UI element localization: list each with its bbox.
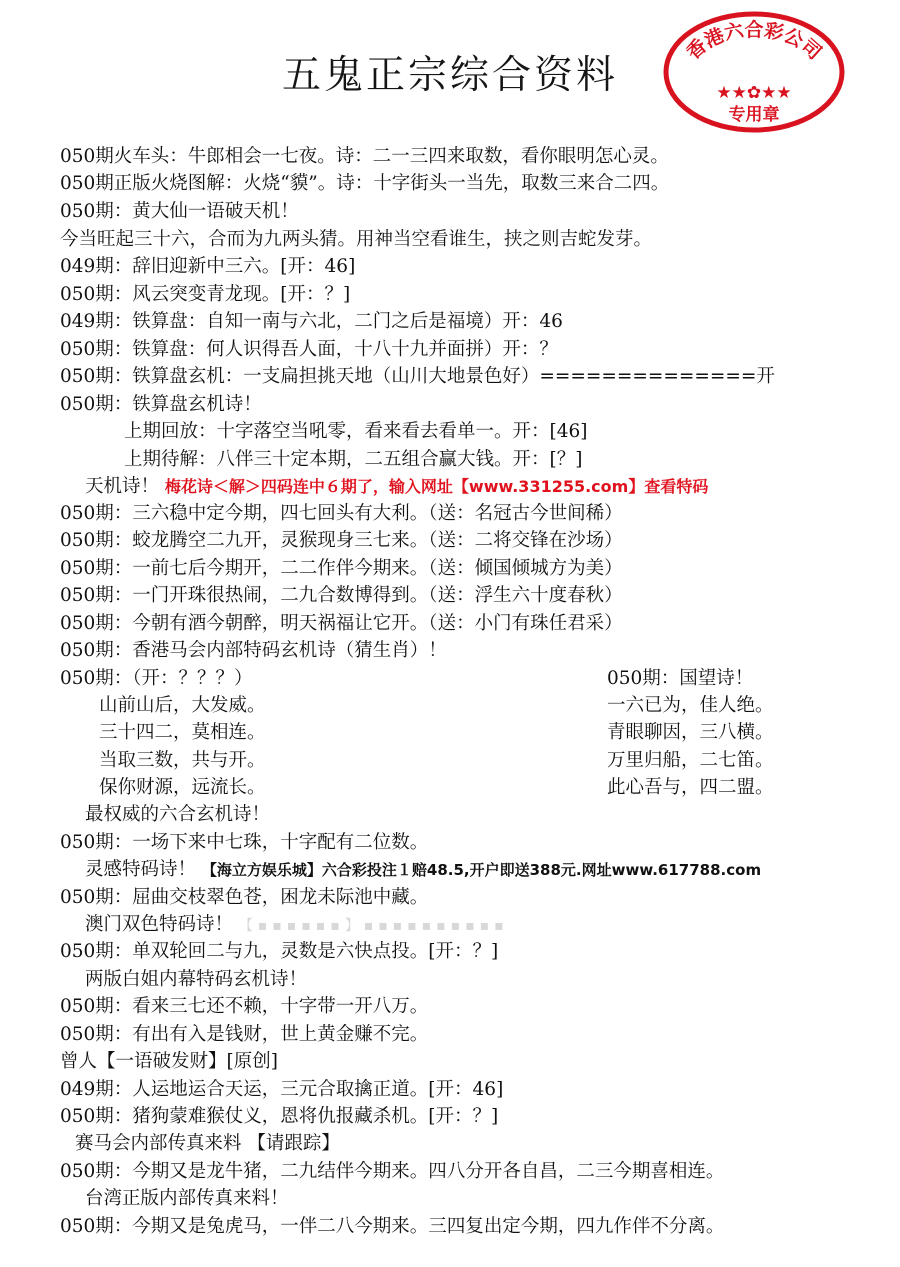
stamp-stars: ★★✿★★ xyxy=(716,83,792,103)
text-line: 050期火车头：牛郎相会一七夜。诗：二一三四来取数，看你眼明怎心灵。 xyxy=(60,146,669,167)
text-line: 050期：（开：？？？） xyxy=(60,668,253,689)
section-label: 两版白姐内幕特码玄机诗！ xyxy=(85,969,308,990)
poem-line: 一六已为，佳人绝。 xyxy=(607,695,774,716)
text-line: 050期：今期又是兔虎马，一伴二八今期来。三四复出定今期，四九作伴不分离。 xyxy=(60,1216,725,1237)
text-line: 050期正版火烧图解：火烧“貘”。诗：十字街头一当先，取数三来合二四。 xyxy=(60,173,670,194)
text-line: 050期：单双轮回二与九，灵数是六快点投。[开：？] xyxy=(60,941,499,962)
company-seal-stamp xyxy=(662,10,846,134)
text-line xyxy=(85,857,761,883)
poem-line: 万里归船，二七笛。 xyxy=(607,750,774,771)
text-line: 049期：人运地运合天运，三元合取擒正道。[开：46] xyxy=(60,1079,504,1100)
text-line: 050期：香港马会内部特码玄机诗（猜生肖）！ xyxy=(60,640,447,661)
stamp-top-text: 香港六合彩公司 xyxy=(682,18,826,65)
text-line: 050期：一门开珠很热闹，二九合数博得到。（送：浮生六十度春秋） xyxy=(60,585,623,606)
text-line: 050期：一前七后今期开，二二作伴今期来。（送：倾国倾城方为美） xyxy=(60,558,623,579)
text-line: 今当旺起三十六，合而为九两头猜。用神当空看谁生，挟之则吉蛇发芽。 xyxy=(60,229,653,250)
poem-line: 当取三数，共与开。 xyxy=(99,750,266,771)
poem-line: 三十四二，莫相连。 xyxy=(99,722,266,743)
text-line: 050期：有出有入是钱财，世上黄金赚不完。 xyxy=(60,1024,429,1045)
section-label: 曾人【一语破发财】[原创] xyxy=(60,1051,278,1072)
poem-line: 此心吾与，四二盟。 xyxy=(607,777,774,798)
text-line: 上期待解：八伴三十定本期，二五组合赢大钱。开：[？] xyxy=(124,449,583,470)
text-line: 050期：铁算盘玄机：一支扁担挑天地（山川大地景色好）==============开 xyxy=(60,366,775,387)
text-line: 050期：今朝有酒今朝醉，明天祸福让它开。（送：小门有珠任君采） xyxy=(60,613,623,634)
section-label: 最权威的六合玄机诗！ xyxy=(85,804,271,825)
faded-promo-text: 【▪▪▪▪▪▪】▪▪▪▪▪▪▪▪▪▪ xyxy=(238,918,509,934)
poem-line: 青眼聊因，三八横。 xyxy=(607,722,774,743)
poem-title: 050期：国望诗！ xyxy=(607,668,754,689)
text-line: 050期：铁算盘：何人识得吾人面，十八十九并面拼）开：？ xyxy=(60,339,558,360)
text-line xyxy=(85,474,708,500)
text-line: 050期：铁算盘玄机诗！ xyxy=(60,394,262,415)
poem-line: 保你财源，远流长。 xyxy=(99,777,266,798)
text-line: 050期：今期又是龙牛猪，二九结伴今期来。四八分开各自昌，二三今期喜相连。 xyxy=(60,1161,725,1182)
section-label: 澳门双色特码诗！ xyxy=(85,914,234,935)
stamp-bottom-text: 专用章 xyxy=(728,105,780,125)
text-line: 050期：看来三七还不赖，十字带一开八万。 xyxy=(60,996,429,1017)
text-line: 049期：铁算盘：自知一南与六北，二门之后是福境）开：46 xyxy=(60,311,563,332)
text-line: 050期：一场下来中七珠，十字配有二位数。 xyxy=(60,832,429,853)
text-line: 050期：风云突变青龙现。[开：？] xyxy=(60,284,351,305)
text-line: 050期：三六稳中定今期，四七回头有大利。（送：名冠古今世间稀） xyxy=(60,503,623,524)
poem-line: 山前山后，大发威。 xyxy=(99,695,266,716)
section-label: 天机诗！ xyxy=(85,476,160,497)
text-line: 050期：蛟龙腾空二九开，灵猴现身三七来。（送：二将交锋在沙场） xyxy=(60,530,623,551)
red-promo-text: 梅花诗＜解＞四码连中６期了，输入网址【www.331255.com】查看特码 xyxy=(164,477,709,496)
bold-promo-text: 【海立方娱乐城】六合彩投注１赔48.5,开户即送388元.网址www.617788.com xyxy=(201,861,762,879)
text-line: 050期：黄大仙一语破天机！ xyxy=(60,201,299,222)
section-label: 灵感特码诗！ xyxy=(85,859,197,880)
page-title: 五鬼正宗综合资料 xyxy=(281,53,618,98)
text-line: 050期：屈曲交枝翠色苍，困龙未际池中藏。 xyxy=(60,887,429,908)
text-line: 上期回放：十字落空当吼零，看来看去看单一。开：[46] xyxy=(124,421,588,442)
section-label: 赛马会内部传真来料 【请跟踪】 xyxy=(75,1133,340,1154)
section-label: 台湾正版内部传真来料！ xyxy=(85,1188,289,1209)
text-line: 049期：辞旧迎新中三六。[开：46] xyxy=(60,256,356,277)
text-line xyxy=(85,912,509,939)
text-line: 050期：猪狗蒙难猴仗义，恩将仇报藏杀机。[开：？] xyxy=(60,1106,499,1127)
